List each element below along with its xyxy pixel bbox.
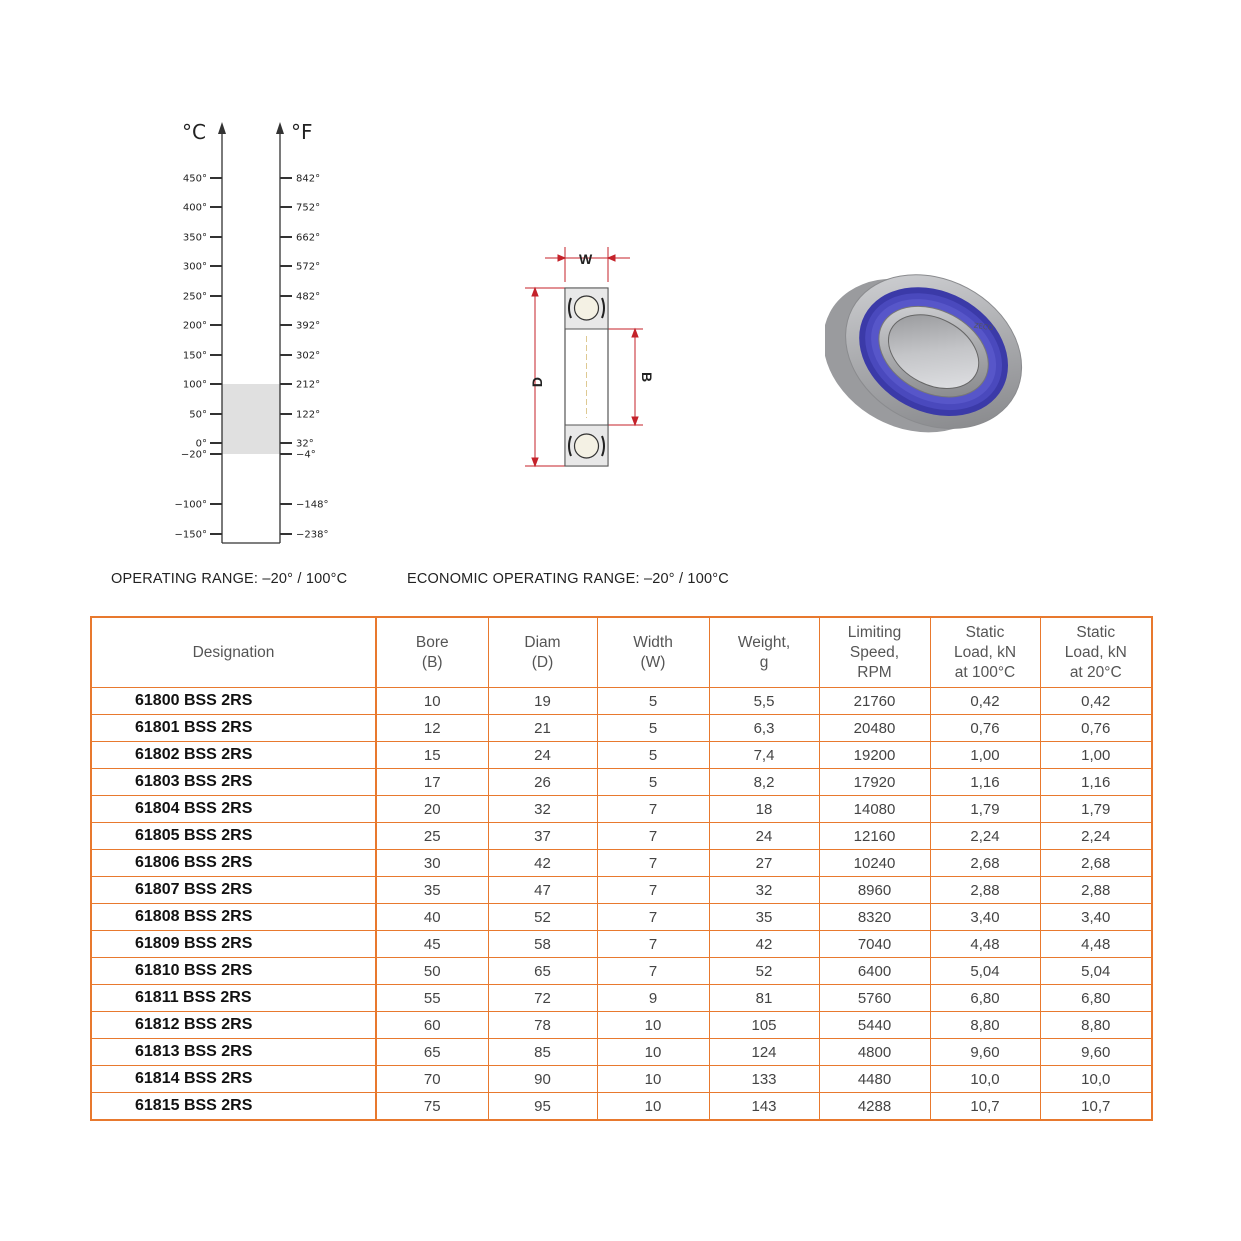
cell-width: 7 xyxy=(597,877,709,904)
cell-weight: 52 xyxy=(709,958,819,985)
width-label: W xyxy=(579,251,593,267)
table-row xyxy=(91,958,1152,985)
brand-marking: ZECO xyxy=(973,321,994,333)
cell-weight: 143 xyxy=(709,1093,819,1121)
cell-designation: 61804 BSS 2RS xyxy=(91,796,376,823)
fahrenheit-tick-label: 842° xyxy=(296,173,321,185)
cell-width: 9 xyxy=(597,985,709,1012)
cell-load-20: 2,24 xyxy=(1040,823,1152,850)
cell-weight: 105 xyxy=(709,1012,819,1039)
cell-designation: 61808 BSS 2RS xyxy=(91,904,376,931)
fahrenheit-tick-label: 662° xyxy=(296,232,321,244)
cell-bore: 17 xyxy=(376,769,488,796)
table-header-row xyxy=(91,617,1152,688)
cell-diam: 72 xyxy=(488,985,597,1012)
cell-width: 10 xyxy=(597,1066,709,1093)
celsius-tick-label: 200° xyxy=(182,320,207,332)
fahrenheit-tick-label: 752° xyxy=(296,202,321,214)
cell-load-20: 1,00 xyxy=(1040,742,1152,769)
cell-load-20: 1,79 xyxy=(1040,796,1152,823)
cell-bore: 55 xyxy=(376,985,488,1012)
cell-load-20: 5,04 xyxy=(1040,958,1152,985)
bore-label: B xyxy=(639,371,655,383)
cell-speed: 21760 xyxy=(819,688,930,715)
cell-weight: 5,5 xyxy=(709,688,819,715)
header-load-100: Static Load, kN at 100°C xyxy=(930,617,1040,688)
cell-load-100: 2,68 xyxy=(930,850,1040,877)
header-diam: Diam (D) xyxy=(488,617,597,688)
cell-load-100: 2,88 xyxy=(930,877,1040,904)
cell-load-20: 8,80 xyxy=(1040,1012,1152,1039)
cell-speed: 4288 xyxy=(819,1093,930,1121)
cell-load-100: 6,80 xyxy=(930,985,1040,1012)
table-row xyxy=(91,985,1152,1012)
cell-diam: 85 xyxy=(488,1039,597,1066)
cell-weight: 42 xyxy=(709,931,819,958)
table-row xyxy=(91,850,1152,877)
header-weight: Weight, g xyxy=(709,617,819,688)
table-row xyxy=(91,688,1152,715)
cell-diam: 32 xyxy=(488,796,597,823)
table-row xyxy=(91,1039,1152,1066)
fahrenheit-tick-label: 212° xyxy=(296,379,321,391)
cell-width: 5 xyxy=(597,688,709,715)
table-row xyxy=(91,931,1152,958)
cell-speed: 12160 xyxy=(819,823,930,850)
fahrenheit-tick-label: 122° xyxy=(296,409,321,421)
cell-diam: 90 xyxy=(488,1066,597,1093)
celsius-tick-label: 0° xyxy=(195,438,207,450)
cell-speed: 4800 xyxy=(819,1039,930,1066)
fahrenheit-tick-label: −238° xyxy=(296,529,329,541)
cell-load-100: 1,00 xyxy=(930,742,1040,769)
cell-bore: 35 xyxy=(376,877,488,904)
cell-diam: 65 xyxy=(488,958,597,985)
cell-width: 7 xyxy=(597,931,709,958)
cell-weight: 24 xyxy=(709,823,819,850)
cell-designation: 61800 BSS 2RS xyxy=(91,688,376,715)
cell-designation: 61811 BSS 2RS xyxy=(91,985,376,1012)
cell-width: 7 xyxy=(597,823,709,850)
cell-diam: 24 xyxy=(488,742,597,769)
header-designation: Designation xyxy=(91,617,376,688)
cell-bore: 40 xyxy=(376,904,488,931)
cell-weight: 133 xyxy=(709,1066,819,1093)
cell-designation: 61815 BSS 2RS xyxy=(91,1093,376,1121)
table-row xyxy=(91,796,1152,823)
cell-designation: 61801 BSS 2RS xyxy=(91,715,376,742)
cell-designation: 61809 BSS 2RS xyxy=(91,931,376,958)
cell-diam: 58 xyxy=(488,931,597,958)
cell-speed: 5440 xyxy=(819,1012,930,1039)
cell-load-20: 4,48 xyxy=(1040,931,1152,958)
cell-load-100: 10,7 xyxy=(930,1093,1040,1121)
cell-load-20: 3,40 xyxy=(1040,904,1152,931)
cell-width: 5 xyxy=(597,715,709,742)
cell-diam: 52 xyxy=(488,904,597,931)
fahrenheit-tick-label: 392° xyxy=(296,320,321,332)
table-row xyxy=(91,877,1152,904)
cell-width: 5 xyxy=(597,769,709,796)
cell-bore: 75 xyxy=(376,1093,488,1121)
cell-bore: 15 xyxy=(376,742,488,769)
cell-weight: 124 xyxy=(709,1039,819,1066)
cell-load-100: 3,40 xyxy=(930,904,1040,931)
cell-load-100: 10,0 xyxy=(930,1066,1040,1093)
cell-width: 7 xyxy=(597,958,709,985)
cell-load-100: 2,24 xyxy=(930,823,1040,850)
cell-bore: 45 xyxy=(376,931,488,958)
cell-speed: 10240 xyxy=(819,850,930,877)
header-width: Width (W) xyxy=(597,617,709,688)
cell-diam: 47 xyxy=(488,877,597,904)
fahrenheit-tick-label: 302° xyxy=(296,350,321,362)
celsius-tick-label: 150° xyxy=(182,350,207,362)
cell-weight: 27 xyxy=(709,850,819,877)
table-row xyxy=(91,1012,1152,1039)
celsius-tick-label: 400° xyxy=(182,202,207,214)
table-row xyxy=(91,1093,1152,1121)
header-speed: Limiting Speed, RPM xyxy=(819,617,930,688)
cell-load-20: 0,76 xyxy=(1040,715,1152,742)
cell-bore: 12 xyxy=(376,715,488,742)
cell-weight: 8,2 xyxy=(709,769,819,796)
cell-diam: 21 xyxy=(488,715,597,742)
cell-speed: 17920 xyxy=(819,769,930,796)
cell-load-20: 9,60 xyxy=(1040,1039,1152,1066)
fahrenheit-tick-label: −148° xyxy=(296,499,329,511)
table-row xyxy=(91,904,1152,931)
cell-load-20: 10,0 xyxy=(1040,1066,1152,1093)
cell-bore: 20 xyxy=(376,796,488,823)
cell-width: 10 xyxy=(597,1039,709,1066)
cell-weight: 18 xyxy=(709,796,819,823)
cell-designation: 61812 BSS 2RS xyxy=(91,1012,376,1039)
cell-speed: 20480 xyxy=(819,715,930,742)
cell-designation: 61803 BSS 2RS xyxy=(91,769,376,796)
cell-load-100: 1,16 xyxy=(930,769,1040,796)
cell-diam: 19 xyxy=(488,688,597,715)
cell-diam: 26 xyxy=(488,769,597,796)
celsius-tick-label: 50° xyxy=(189,409,207,421)
cell-width: 7 xyxy=(597,904,709,931)
celsius-tick-label: −100° xyxy=(174,499,207,511)
cell-speed: 4480 xyxy=(819,1066,930,1093)
cell-bore: 10 xyxy=(376,688,488,715)
table-row xyxy=(91,715,1152,742)
cell-width: 7 xyxy=(597,796,709,823)
cell-speed: 8320 xyxy=(819,904,930,931)
celsius-tick-label: 450° xyxy=(182,173,207,185)
fahrenheit-tick-label: 482° xyxy=(296,291,321,303)
cell-width: 10 xyxy=(597,1093,709,1121)
cell-bore: 60 xyxy=(376,1012,488,1039)
cell-designation: 61814 BSS 2RS xyxy=(91,1066,376,1093)
temperature-scale xyxy=(160,110,360,560)
cell-load-100: 1,79 xyxy=(930,796,1040,823)
table-row xyxy=(91,742,1152,769)
cell-load-20: 10,7 xyxy=(1040,1093,1152,1121)
cell-bore: 50 xyxy=(376,958,488,985)
cell-load-100: 5,04 xyxy=(930,958,1040,985)
cell-bore: 65 xyxy=(376,1039,488,1066)
cell-weight: 6,3 xyxy=(709,715,819,742)
header-bore: Bore (B) xyxy=(376,617,488,688)
cell-speed: 5760 xyxy=(819,985,930,1012)
cell-speed: 7040 xyxy=(819,931,930,958)
cell-bore: 25 xyxy=(376,823,488,850)
cell-bore: 70 xyxy=(376,1066,488,1093)
celsius-tick-label: −150° xyxy=(174,529,207,541)
cell-load-20: 1,16 xyxy=(1040,769,1152,796)
operating-range-shading xyxy=(222,384,280,454)
cell-load-20: 6,80 xyxy=(1040,985,1152,1012)
cell-weight: 32 xyxy=(709,877,819,904)
cell-weight: 7,4 xyxy=(709,742,819,769)
cell-diam: 42 xyxy=(488,850,597,877)
cell-width: 10 xyxy=(597,1012,709,1039)
table-row xyxy=(91,1066,1152,1093)
celsius-tick-label: 300° xyxy=(182,261,207,273)
cell-designation: 61802 BSS 2RS xyxy=(91,742,376,769)
fahrenheit-tick-label: −4° xyxy=(296,449,316,461)
cell-load-20: 2,88 xyxy=(1040,877,1152,904)
cell-weight: 35 xyxy=(709,904,819,931)
specification-table xyxy=(90,616,1153,1121)
cell-designation: 61805 BSS 2RS xyxy=(91,823,376,850)
celsius-tick-label: 350° xyxy=(182,232,207,244)
cell-width: 7 xyxy=(597,850,709,877)
bearing-cross-section-drawing xyxy=(515,240,655,480)
cell-weight: 81 xyxy=(709,985,819,1012)
cell-load-100: 4,48 xyxy=(930,931,1040,958)
cell-bore: 30 xyxy=(376,850,488,877)
fahrenheit-unit: °F xyxy=(291,120,313,144)
cell-load-100: 0,42 xyxy=(930,688,1040,715)
cell-load-100: 0,76 xyxy=(930,715,1040,742)
cell-width: 5 xyxy=(597,742,709,769)
cell-speed: 6400 xyxy=(819,958,930,985)
cell-designation: 61813 BSS 2RS xyxy=(91,1039,376,1066)
cell-diam: 37 xyxy=(488,823,597,850)
economic-operating-range: ECONOMIC OPERATING RANGE: –20° / 100°C xyxy=(407,571,729,587)
fahrenheit-tick-label: 572° xyxy=(296,261,321,273)
cell-load-20: 2,68 xyxy=(1040,850,1152,877)
diameter-label: D xyxy=(529,376,545,388)
fahrenheit-tick-label: 32° xyxy=(296,438,314,450)
cell-load-100: 9,60 xyxy=(930,1039,1040,1066)
operating-range: OPERATING RANGE: –20° / 100°C xyxy=(111,571,348,587)
cell-diam: 95 xyxy=(488,1093,597,1121)
celsius-tick-label: 100° xyxy=(182,379,207,391)
cell-load-100: 8,80 xyxy=(930,1012,1040,1039)
cell-load-20: 0,42 xyxy=(1040,688,1152,715)
celsius-unit: °C xyxy=(182,120,206,144)
header-load-20: Static Load, kN at 20°C xyxy=(1040,617,1152,688)
cell-diam: 78 xyxy=(488,1012,597,1039)
cell-speed: 8960 xyxy=(819,877,930,904)
celsius-tick-label: −20° xyxy=(180,449,207,461)
cell-designation: 61806 BSS 2RS xyxy=(91,850,376,877)
bearing-photo xyxy=(825,250,1025,460)
cell-speed: 19200 xyxy=(819,742,930,769)
cell-speed: 14080 xyxy=(819,796,930,823)
celsius-tick-label: 250° xyxy=(182,291,207,303)
table-row xyxy=(91,823,1152,850)
cell-designation: 61810 BSS 2RS xyxy=(91,958,376,985)
cell-designation: 61807 BSS 2RS xyxy=(91,877,376,904)
table-row xyxy=(91,769,1152,796)
